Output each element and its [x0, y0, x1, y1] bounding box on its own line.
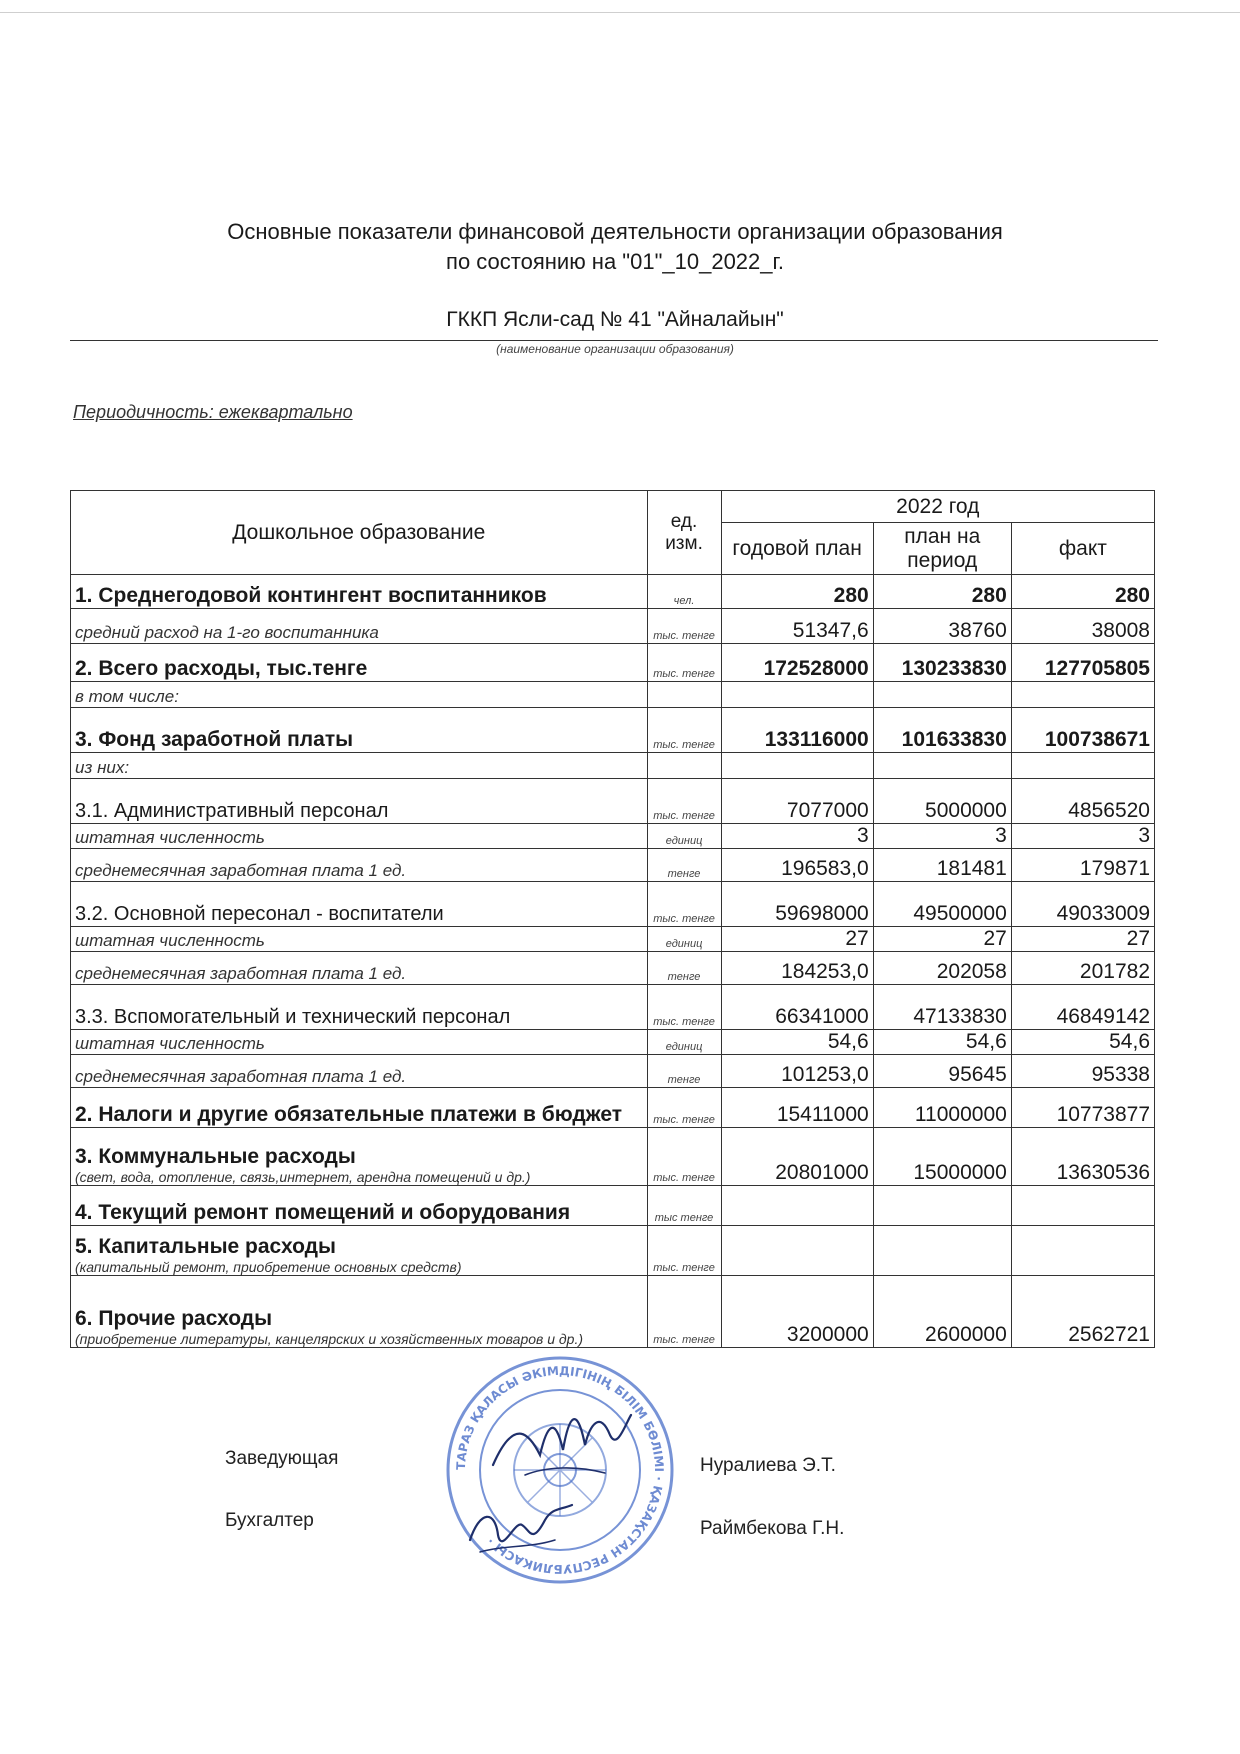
- table-row: [71, 682, 1155, 708]
- row-label: [71, 708, 648, 753]
- table-row: [71, 1088, 1155, 1128]
- fact-value: 38008: [1011, 609, 1154, 644]
- header-unit: ед. изм.: [647, 491, 721, 575]
- row-label-text: штатная численность: [75, 828, 265, 847]
- table-row: [71, 849, 1155, 882]
- table-row: [71, 985, 1155, 1030]
- organization-caption: (наименование организации образования): [496, 342, 734, 356]
- row-label-text: 3.2. Основной пересонал - воспитатели: [75, 903, 444, 925]
- organization-underline: [70, 340, 1158, 341]
- fact-value: [1011, 682, 1154, 708]
- annual-plan-value: 7077000: [721, 779, 873, 824]
- row-label-text: 4. Текущий ремонт помещений и оборудования: [75, 1201, 571, 1224]
- table-row: [71, 1276, 1155, 1348]
- period-plan-value: 130233830: [873, 644, 1011, 682]
- row-unit: тыс. тенге: [647, 779, 721, 824]
- row-label: [71, 927, 648, 952]
- period-plan-value: 38760: [873, 609, 1011, 644]
- fact-value: 100738671: [1011, 708, 1154, 753]
- periodicity-label: Периодичность: ежеквартально: [73, 402, 353, 422]
- row-unit: тенге: [647, 952, 721, 985]
- annual-plan-value: [721, 682, 873, 708]
- row-unit: тыс. тенге: [647, 708, 721, 753]
- annual-plan-value: 3: [721, 824, 873, 849]
- accountant-title: Бухгалтер: [225, 1510, 314, 1531]
- row-label: [71, 682, 648, 708]
- period-plan-value: 202058: [873, 952, 1011, 985]
- table-row: [71, 779, 1155, 824]
- organization-name: ГККП Ясли-сад № 41 "Айналайын": [446, 308, 784, 331]
- annual-plan-value: 51347,6: [721, 609, 873, 644]
- table-row: [71, 1055, 1155, 1088]
- report-date: по состоянию на "01"_10_2022_г.: [446, 249, 784, 274]
- annual-plan-value: 59698000: [721, 882, 873, 927]
- annual-plan-value: 3200000: [721, 1276, 873, 1348]
- row-label: [71, 1030, 648, 1055]
- row-label-text: 5. Капитальные расходы: [75, 1235, 336, 1258]
- period-plan-value: [873, 753, 1011, 779]
- header-fact: факт: [1011, 523, 1154, 575]
- period-plan-value: 54,6: [873, 1030, 1011, 1055]
- row-label-text: 1. Среднегодовой контингент воспитанников: [75, 584, 547, 607]
- fact-value: 201782: [1011, 952, 1154, 985]
- table-row: [71, 708, 1155, 753]
- head-title: Заведующая: [225, 1448, 339, 1469]
- table-row: [71, 644, 1155, 682]
- period-plan-value: 3: [873, 824, 1011, 849]
- fact-value: [1011, 753, 1154, 779]
- period-plan-value: 15000000: [873, 1128, 1011, 1186]
- annual-plan-value: 280: [721, 575, 873, 609]
- row-label-text: 3.1. Административный персонал: [75, 800, 389, 822]
- period-plan-value: 181481: [873, 849, 1011, 882]
- row-label: [71, 1055, 648, 1088]
- table-row: [71, 609, 1155, 644]
- period-plan-value: [873, 1186, 1011, 1226]
- row-sublabel: (приобретение литературы, канцелярских и хозяйственных товаров и др.): [75, 1331, 583, 1347]
- scan-edge-line: [0, 12, 1240, 13]
- annual-plan-value: [721, 1186, 873, 1226]
- fact-value: [1011, 1226, 1154, 1276]
- annual-plan-value: 172528000: [721, 644, 873, 682]
- table-header-row: [71, 491, 1155, 523]
- table-row: [71, 753, 1155, 779]
- row-unit: тыс. тенге: [647, 1226, 721, 1276]
- fact-value: 280: [1011, 575, 1154, 609]
- annual-plan-value: 101253,0: [721, 1055, 873, 1088]
- table-row: [71, 952, 1155, 985]
- row-label: [71, 575, 648, 609]
- fact-value: 3: [1011, 824, 1154, 849]
- table-row: [71, 927, 1155, 952]
- period-plan-value: 101633830: [873, 708, 1011, 753]
- fact-value: 4856520: [1011, 779, 1154, 824]
- period-plan-value: 47133830: [873, 985, 1011, 1030]
- row-unit: тыс. тенге: [647, 644, 721, 682]
- annual-plan-value: [721, 1226, 873, 1276]
- header-category: Дошкольное образование: [71, 491, 648, 575]
- fact-value: 2562721: [1011, 1276, 1154, 1348]
- row-unit: [647, 682, 721, 708]
- period-plan-value: 27: [873, 927, 1011, 952]
- row-unit: тыс. тенге: [647, 1276, 721, 1348]
- table-body: [71, 575, 1155, 1348]
- period-plan-value: [873, 682, 1011, 708]
- fact-value: 127705805: [1011, 644, 1154, 682]
- table-row: [71, 1186, 1155, 1226]
- annual-plan-value: 15411000: [721, 1088, 873, 1128]
- row-label-text: среднемесячная заработная плата 1 ед.: [75, 964, 407, 983]
- row-label: [71, 644, 648, 682]
- row-unit: тыс. тенге: [647, 1128, 721, 1186]
- row-label-text: 3. Фонд заработной платы: [75, 728, 354, 751]
- fact-value: 54,6: [1011, 1030, 1154, 1055]
- row-unit: единиц: [647, 1030, 721, 1055]
- head-name: Нуралиева Э.Т.: [700, 1455, 836, 1476]
- row-label-text: среднемесячная заработная плата 1 ед.: [75, 861, 407, 880]
- row-label: [71, 849, 648, 882]
- period-plan-value: 95645: [873, 1055, 1011, 1088]
- row-label: [71, 1226, 648, 1276]
- row-unit: тенге: [647, 849, 721, 882]
- fact-value: 95338: [1011, 1055, 1154, 1088]
- annual-plan-value: [721, 753, 873, 779]
- row-unit: тенге: [647, 1055, 721, 1088]
- table-row: [71, 575, 1155, 609]
- row-unit: тыс тенге: [647, 1186, 721, 1226]
- fact-value: 49033009: [1011, 882, 1154, 927]
- annual-plan-value: 66341000: [721, 985, 873, 1030]
- row-label: [71, 1276, 648, 1348]
- annual-plan-value: 196583,0: [721, 849, 873, 882]
- table-row: [71, 1030, 1155, 1055]
- row-label-text: 3.3. Вспомогательный и технический персонал: [75, 1006, 511, 1028]
- header-year: 2022 год: [721, 491, 1154, 523]
- annual-plan-value: 133116000: [721, 708, 873, 753]
- row-label: [71, 1186, 648, 1226]
- row-label-text: из них:: [75, 758, 130, 777]
- row-unit: тыс. тенге: [647, 609, 721, 644]
- row-label: [71, 882, 648, 927]
- row-label: [71, 1128, 648, 1186]
- row-label: [71, 1088, 648, 1128]
- row-label: [71, 753, 648, 779]
- fact-value: 13630536: [1011, 1128, 1154, 1186]
- row-unit: единиц: [647, 824, 721, 849]
- fact-value: 10773877: [1011, 1088, 1154, 1128]
- period-plan-value: 280: [873, 575, 1011, 609]
- row-unit: тыс. тенге: [647, 1088, 721, 1128]
- table-row: [71, 824, 1155, 849]
- row-label-text: штатная численность: [75, 931, 265, 950]
- period-plan-value: 49500000: [873, 882, 1011, 927]
- fact-value: 27: [1011, 927, 1154, 952]
- annual-plan-value: 20801000: [721, 1128, 873, 1186]
- row-sublabel: (свет, вода, отопление, связь,интернет, арендна помещений и др.): [75, 1169, 531, 1185]
- row-unit: [647, 753, 721, 779]
- fact-value: [1011, 1186, 1154, 1226]
- fact-value: 46849142: [1011, 985, 1154, 1030]
- stamp-text: ТАРАЗ ҚАЛАСЫ ӘКІМДІГІНІҢ БІЛІМ БӨЛІМІ · ҚАЗАҚСТАН РЕСПУБЛИКАСЫ ·: [453, 1363, 667, 1577]
- row-label: [71, 952, 648, 985]
- table-row: [71, 1128, 1155, 1186]
- row-label: [71, 985, 648, 1030]
- document-title: Основные показатели финансовой деятельности организации образования: [227, 219, 1003, 244]
- table-row: [71, 882, 1155, 927]
- annual-plan-value: 27: [721, 927, 873, 952]
- row-unit: тыс. тенге: [647, 985, 721, 1030]
- row-label-text: в том числе:: [75, 687, 179, 706]
- period-plan-value: [873, 1226, 1011, 1276]
- row-label-text: 3. Коммунальные расходы: [75, 1145, 356, 1168]
- period-plan-value: 5000000: [873, 779, 1011, 824]
- row-sublabel: (капитальный ремонт, приобретение основных средств): [75, 1259, 462, 1275]
- row-unit: тыс. тенге: [647, 882, 721, 927]
- row-label-text: 2. Всего расходы, тыс.тенге: [75, 657, 368, 680]
- row-unit: единиц: [647, 927, 721, 952]
- row-label-text: штатная численность: [75, 1034, 265, 1053]
- row-label-text: средний расход на 1-го воспитанника: [75, 623, 379, 642]
- head-signature: [485, 1395, 635, 1495]
- header-annual-plan: годовой план: [721, 523, 873, 575]
- annual-plan-value: 184253,0: [721, 952, 873, 985]
- row-label-text: 2. Налоги и другие обязательные платежи в бюджет: [75, 1103, 623, 1126]
- row-label: [71, 779, 648, 824]
- fact-value: 179871: [1011, 849, 1154, 882]
- period-plan-value: 11000000: [873, 1088, 1011, 1128]
- row-label-text: 6. Прочие расходы: [75, 1307, 273, 1330]
- accountant-signature: [460, 1490, 580, 1570]
- period-plan-value: 2600000: [873, 1276, 1011, 1348]
- row-label: [71, 824, 648, 849]
- table-row: [71, 1226, 1155, 1276]
- annual-plan-value: 54,6: [721, 1030, 873, 1055]
- row-label-text: среднемесячная заработная плата 1 ед.: [75, 1067, 407, 1086]
- accountant-name: Раймбекова Г.Н.: [700, 1518, 845, 1539]
- financial-indicators-table: [70, 490, 1155, 1348]
- header-period-plan: план на период: [873, 523, 1011, 575]
- row-unit: чел.: [647, 575, 721, 609]
- row-label: [71, 609, 648, 644]
